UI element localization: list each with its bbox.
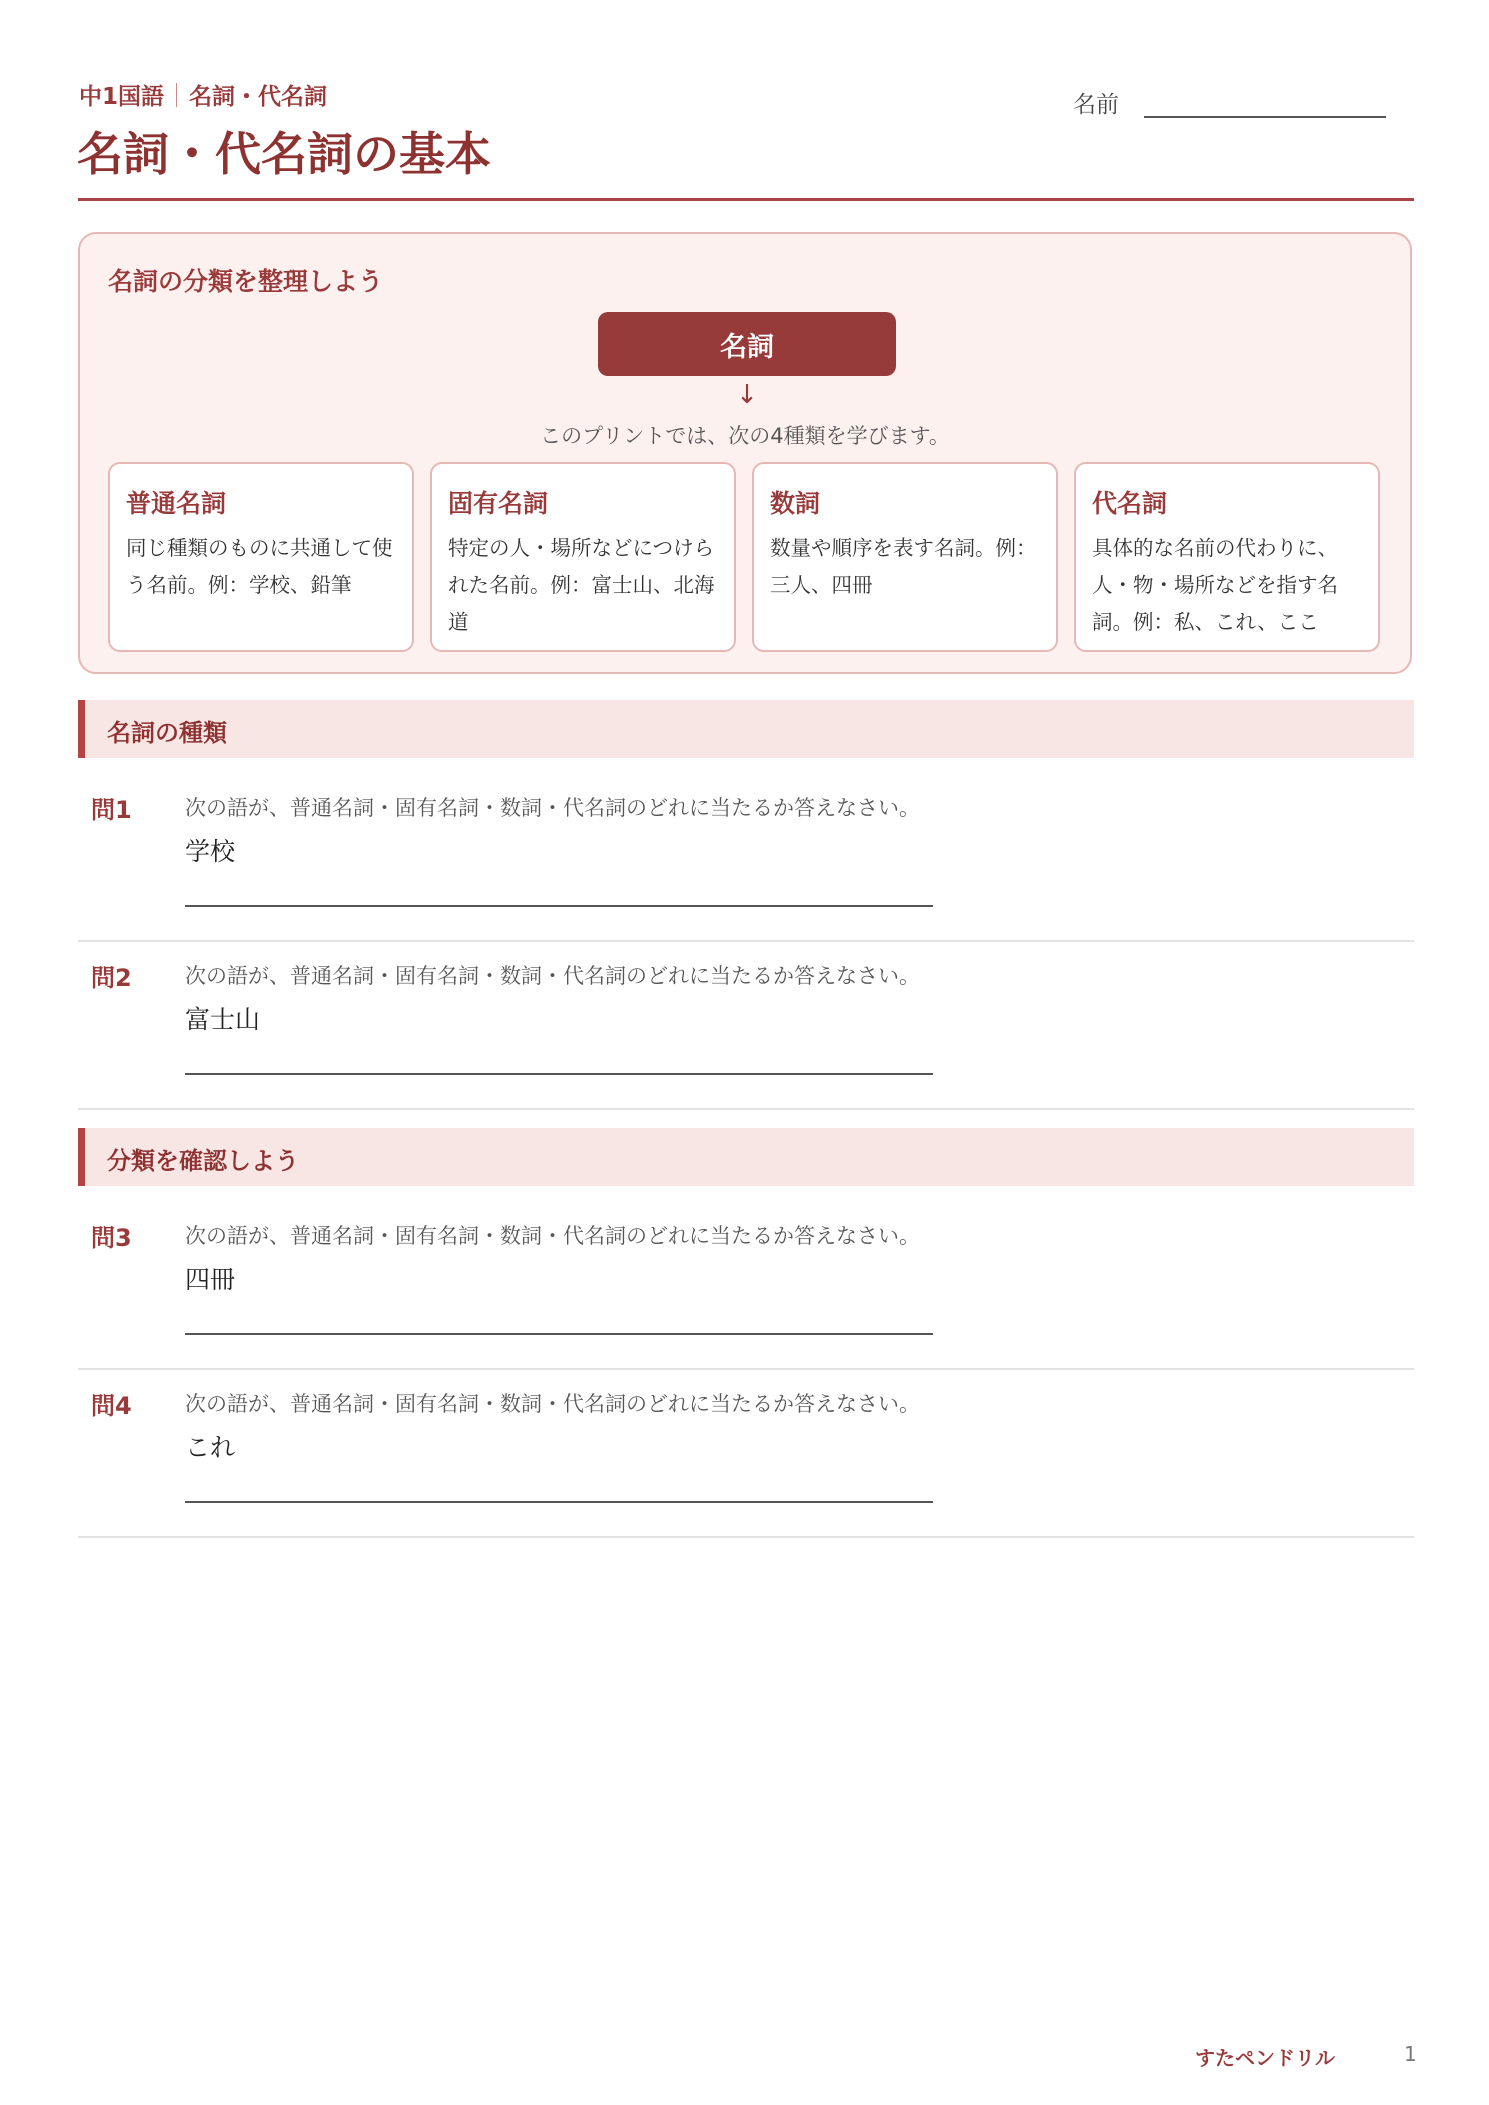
answer-line[interactable] — [185, 1501, 933, 1503]
breadcrumb-divider — [176, 83, 177, 107]
answer-line[interactable] — [185, 905, 933, 907]
card-title: 固有名詞 — [448, 489, 549, 518]
category-card — [1074, 462, 1380, 652]
section-banner — [78, 1128, 1414, 1186]
category-card — [752, 462, 1058, 652]
question-item — [78, 1370, 1414, 1538]
question-word: 富士山 — [185, 1005, 261, 1034]
section-title: 名詞の種類 — [107, 719, 227, 747]
name-label: 名前 — [1073, 92, 1119, 118]
page-number: 1 — [1404, 2042, 1417, 2066]
header-breadcrumb — [79, 78, 327, 111]
section-banner — [78, 700, 1414, 758]
question-prompt: 次の語が、普通名詞・固有名詞・数詞・代名詞のどれに当たるか答えなさい。 — [185, 1224, 920, 1248]
question-number: 問4 — [91, 1392, 132, 1420]
question-item — [78, 1202, 1414, 1370]
subject-label: 中1国語 — [79, 84, 165, 110]
question-prompt: 次の語が、普通名詞・固有名詞・数詞・代名詞のどれに当たるか答えなさい。 — [185, 1392, 920, 1416]
name-answer-line[interactable] — [1144, 116, 1386, 118]
overview-box — [78, 232, 1412, 674]
question-word: 学校 — [185, 837, 236, 866]
card-title: 普通名詞 — [126, 489, 227, 518]
page-title: 名詞・代名詞の基本 — [77, 127, 491, 181]
card-text: 具体的な名前の代わりに、人・物・場所などを指す名詞。例：私、これ、ここ — [1092, 536, 1338, 634]
question-number: 問3 — [91, 1224, 132, 1252]
answer-line[interactable] — [185, 1073, 933, 1075]
card-title: 代名詞 — [1092, 489, 1168, 518]
down-arrow-icon: ↓ — [736, 380, 758, 410]
card-text: 数量や順序を表す名詞。例：三人、四冊 — [770, 536, 1037, 597]
question-item — [78, 942, 1414, 1110]
question-item — [78, 774, 1414, 942]
title-divider — [78, 198, 1414, 201]
overview-intro: このプリントでは、次の4種類を学びます。 — [540, 424, 950, 448]
footer-brand: すたペンドリル — [1195, 2046, 1335, 2070]
category-card — [108, 462, 414, 652]
unit-label: 名詞・代名詞 — [189, 84, 328, 110]
card-text: 特定の人・場所などにつけられた名前。例：富士山、北海道 — [448, 536, 715, 634]
root-category-box: 名詞 — [598, 312, 896, 376]
question-number: 問2 — [91, 964, 132, 992]
question-prompt: 次の語が、普通名詞・固有名詞・数詞・代名詞のどれに当たるか答えなさい。 — [185, 796, 920, 820]
card-text: 同じ種類のものに共通して使う名前。例：学校、鉛筆 — [126, 536, 393, 597]
overview-heading: 名詞の分類を整理しよう — [108, 267, 384, 296]
question-number: 問1 — [91, 796, 132, 824]
card-title: 数詞 — [770, 489, 821, 518]
section-title: 分類を確認しよう — [107, 1147, 299, 1175]
answer-line[interactable] — [185, 1333, 933, 1335]
question-prompt: 次の語が、普通名詞・固有名詞・数詞・代名詞のどれに当たるか答えなさい。 — [185, 964, 920, 988]
question-word: これ — [185, 1433, 236, 1462]
category-card — [430, 462, 736, 652]
question-word: 四冊 — [185, 1265, 236, 1294]
